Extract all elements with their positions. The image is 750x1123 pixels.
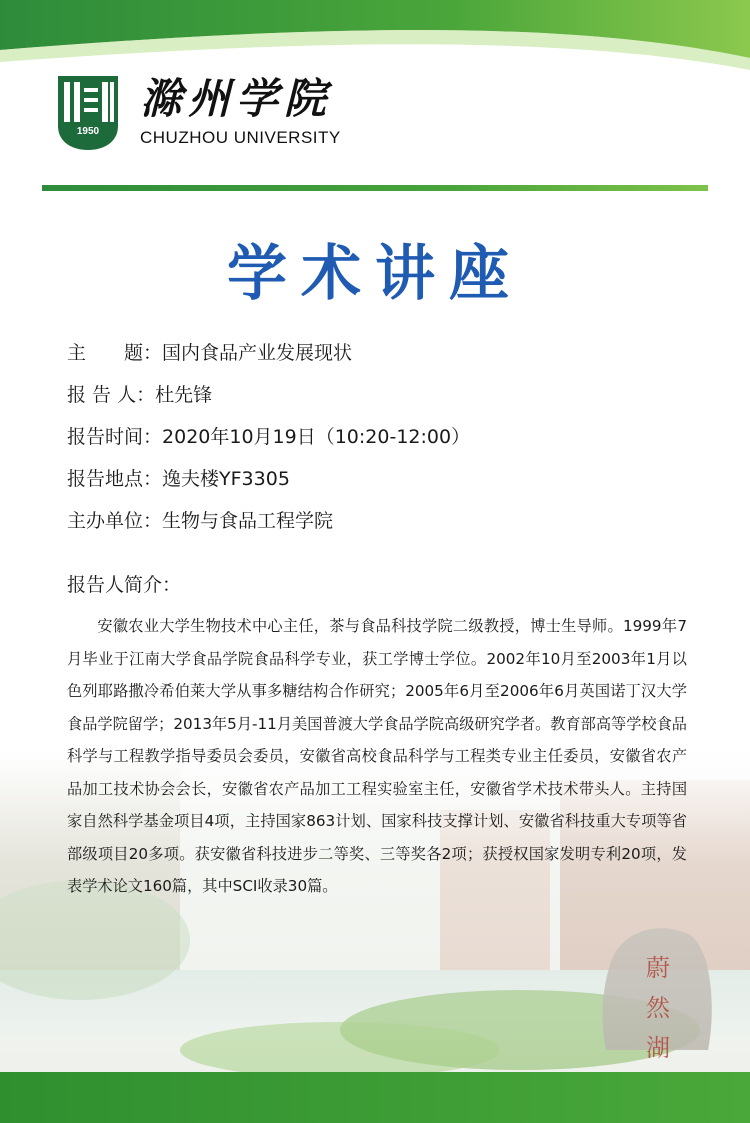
info-label: 报告地点：: [67, 468, 163, 490]
info-label: 主 题：: [67, 342, 163, 364]
info-row-location: [67, 462, 707, 504]
info-label: 报 告 人：: [67, 384, 156, 406]
info-value: 逸夫楼YF3305: [162, 468, 290, 490]
university-seal-icon: [52, 72, 124, 152]
university-name-cn: 滁州学院: [140, 74, 333, 123]
seal-year: 1950: [76, 126, 100, 137]
info-value: 生物与食品工程学院: [162, 510, 334, 532]
bio-heading: 报告人简介：: [67, 574, 182, 596]
info-value: 国内食品产业发展现状: [162, 342, 353, 364]
header-divider: [42, 185, 708, 191]
lecture-info: [67, 336, 707, 546]
university-name-en: CHUZHOU UNIVERSITY: [140, 128, 341, 147]
info-label: 报告时间：: [67, 426, 163, 448]
info-row-topic: [67, 336, 707, 378]
info-row-time: [67, 420, 707, 462]
rock-inscription: 蔚然湖: [646, 954, 670, 1062]
info-row-organizer: [67, 504, 707, 546]
info-value: 2020年10月19日（10:20-12:00）: [162, 426, 471, 448]
university-logo: [52, 68, 372, 158]
info-row-speaker: [67, 378, 707, 420]
info-value: 杜先锋: [155, 384, 213, 406]
speaker-bio: 安徽农业大学生物技术中心主任，茶与食品科技学院二级教授，博士生导师。1999年7月毕业于江南大学食品学院食品科学专业，获工学博士学位。2002年10月至2003年1月以色列耶路撒冷希伯莱大学从事多糖结构合作研究；2005年6月至2006年6月英国诺丁汉大学食品学院留学；2013年5月-11月美国普渡大学食品学院高级研究学者。教育部高等学校食品科学与工程教学指导委员会委员，安徽省高校食品科学与工程类专业主任委员，安徽省农产品加工技术协会会长，安徽省农产品加工工程实验室主任，安徽省学术技术带头人。主持国家自然科学基金项目4项，主持国家863计划、国家科技支撑计划、安徽省科技重大专项等省部级项目20多项。获安徽省科技进步二等奖、三等奖各2项；获授权国家发明专利20项，发表学术论文160篇，其中SCI收录30篇。: [67, 617, 687, 895]
page-title: 学术讲座: [227, 239, 523, 309]
bottom-band: [0, 1072, 750, 1123]
info-label: 主办单位：: [67, 510, 163, 532]
